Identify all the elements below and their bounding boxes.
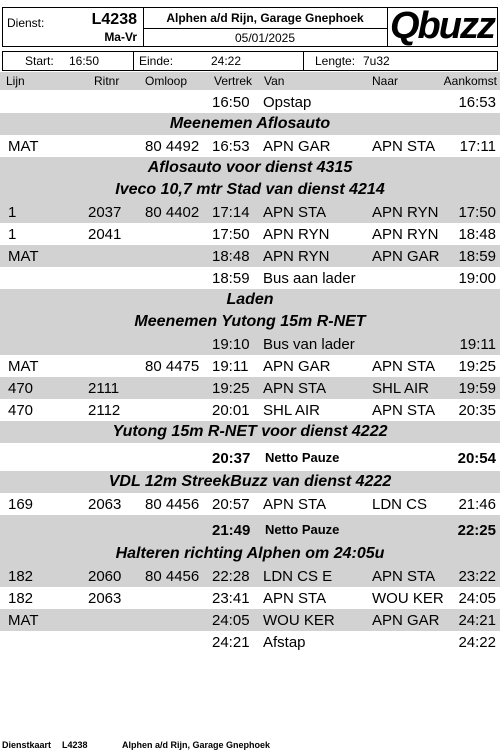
pause-row — [0, 515, 500, 543]
footer-label: Dienstkaart — [2, 740, 52, 750]
cell-van: WOU KER — [263, 612, 335, 629]
footer — [0, 740, 500, 754]
cell-ritnr: 2060 — [88, 568, 122, 585]
cell-aankomst: 19:25 — [458, 358, 496, 375]
table-row — [0, 223, 500, 245]
cell-ritnr: 2041 — [88, 226, 122, 243]
cell-lijn: MAT — [8, 248, 39, 265]
col-naar: Naar — [372, 74, 399, 88]
pause-start: 21:49 — [212, 522, 251, 539]
table-row — [0, 631, 500, 653]
header-block — [2, 7, 498, 47]
start-value: 16:50 — [69, 54, 100, 68]
start-cell — [3, 52, 134, 70]
footer-dienst-number: L4238 — [62, 740, 88, 750]
cell-vertrek: 17:50 — [212, 226, 250, 243]
cell-lijn: 470 — [8, 402, 34, 419]
cell-lijn: MAT — [8, 612, 39, 629]
cell-lijn: 470 — [8, 380, 34, 397]
cell-vertrek: 16:50 — [212, 94, 250, 111]
end-label: Einde: — [139, 54, 174, 68]
cell-ritnr: 2037 — [88, 204, 122, 221]
cell-naar: APN STA — [372, 568, 436, 585]
header-divider — [143, 28, 387, 29]
cell-van: Afstap — [263, 634, 306, 651]
table-row — [0, 377, 500, 399]
cell-vertrek: 20:57 — [212, 496, 250, 513]
cell-van: APN GAR — [263, 358, 331, 375]
section-header — [0, 289, 500, 311]
length-value: 7u32 — [363, 54, 390, 68]
cell-vertrek: 24:05 — [212, 612, 250, 629]
pause-end: 20:54 — [457, 450, 496, 467]
date: 05/01/2025 — [234, 31, 296, 45]
cell-van: LDN CS E — [263, 568, 333, 585]
cell-aankomst: 24:22 — [458, 634, 496, 651]
section-header — [0, 421, 500, 443]
col-ritnr: Ritnr — [94, 74, 120, 88]
qbuzz-logo: Qbuzz — [390, 5, 494, 47]
section-header — [0, 311, 500, 333]
col-aankomst: Aankomst — [443, 74, 497, 88]
cell-lijn: 182 — [8, 568, 34, 585]
section-title: Halteren richting Alphen om 24:05u — [115, 545, 385, 562]
section-header — [0, 543, 500, 565]
cell-naar: WOU KER — [372, 590, 444, 607]
cell-lijn: 169 — [8, 496, 34, 513]
cell-vertrek: 24:21 — [212, 634, 250, 651]
section-header — [0, 157, 500, 179]
cell-van: APN RYN — [263, 248, 330, 265]
table-row — [0, 609, 500, 631]
logo-cell — [387, 5, 497, 47]
table-row — [0, 245, 500, 267]
cell-van: APN RYN — [263, 226, 330, 243]
start-label: Start: — [25, 54, 54, 68]
cell-lijn: 1 — [8, 226, 17, 243]
cell-ritnr: 2111 — [88, 380, 120, 397]
cell-naar: APN GAR — [372, 612, 440, 629]
section-title: Meenemen Aflosauto — [169, 115, 331, 132]
cell-naar: APN STA — [372, 402, 436, 419]
cell-aankomst: 23:22 — [458, 568, 496, 585]
end-cell — [133, 52, 304, 70]
dienst-cell — [3, 8, 144, 46]
cell-omloop: 80 4402 — [145, 204, 200, 221]
col-omloop: Omloop — [145, 74, 188, 88]
cell-vertrek: 18:59 — [212, 270, 250, 287]
cell-ritnr: 2112 — [88, 402, 121, 419]
cell-omloop: 80 4456 — [145, 496, 200, 513]
cell-aankomst: 18:48 — [458, 226, 496, 243]
cell-aankomst: 19:11 — [459, 336, 496, 353]
cell-naar: APN STA — [372, 138, 436, 155]
section-title: Iveco 10,7 mtr Stad van dienst 4214 — [115, 181, 385, 198]
cell-vertrek: 19:10 — [212, 336, 250, 353]
pause-end: 22:25 — [457, 522, 496, 539]
section-title: Yutong 15m R-NET voor dienst 4222 — [112, 423, 388, 440]
cell-vertrek: 19:11 — [212, 358, 249, 375]
dienst-number: L4238 — [91, 11, 137, 28]
cell-naar: APN RYN — [372, 204, 439, 221]
cell-ritnr: 2063 — [88, 590, 122, 607]
section-title: VDL 12m StreekBuzz van dienst 4222 — [108, 473, 392, 490]
cell-vertrek: 17:14 — [212, 204, 250, 221]
location-date-cell — [143, 8, 388, 46]
length-label: Lengte: — [315, 54, 356, 68]
dienst-days: Ma-Vr — [104, 30, 137, 44]
cell-naar: SHL AIR — [372, 380, 429, 397]
cell-omloop: 80 4492 — [145, 138, 200, 155]
cell-aankomst: 20:35 — [458, 402, 496, 419]
cell-aankomst: 21:46 — [458, 496, 496, 513]
cell-van: APN STA — [263, 590, 327, 607]
cell-aankomst: 18:59 — [458, 248, 496, 265]
section-header — [0, 179, 500, 201]
cell-aankomst: 19:59 — [458, 380, 496, 397]
table-row — [0, 201, 500, 223]
location: Alphen a/d Rijn, Garage Gnephoek — [166, 11, 364, 25]
table-row — [0, 399, 500, 421]
column-headers — [0, 72, 500, 90]
cell-van: Bus van lader — [263, 336, 355, 353]
cell-aankomst: 17:50 — [458, 204, 496, 221]
table-row — [0, 355, 500, 377]
dienst-label: Dienst: — [7, 16, 45, 30]
cell-naar: APN GAR — [372, 248, 440, 265]
section-header — [0, 113, 500, 135]
schedule-rows — [0, 91, 500, 653]
cell-naar: APN RYN — [372, 226, 439, 243]
table-row — [0, 565, 500, 587]
cell-vertrek: 20:01 — [212, 402, 250, 419]
info-row — [2, 51, 498, 71]
cell-van: APN STA — [263, 496, 327, 513]
cell-aankomst: 24:21 — [458, 612, 496, 629]
cell-vertrek: 18:48 — [212, 248, 250, 265]
section-title: Laden — [226, 291, 274, 308]
table-row — [0, 493, 500, 515]
cell-ritnr: 2063 — [88, 496, 122, 513]
cell-omloop: 80 4456 — [145, 568, 200, 585]
footer-location: Alphen a/d Rijn, Garage Gnephoek — [122, 740, 271, 750]
table-row — [0, 91, 500, 113]
pause-start: 20:37 — [212, 450, 251, 467]
cell-aankomst: 24:05 — [458, 590, 496, 607]
cell-naar: APN STA — [372, 358, 436, 375]
cell-van: APN STA — [263, 204, 327, 221]
cell-lijn: 182 — [8, 590, 34, 607]
length-cell — [303, 52, 497, 70]
section-title: Meenemen Yutong 15m R-NET — [134, 313, 366, 330]
table-row — [0, 267, 500, 289]
cell-vertrek: 19:25 — [212, 380, 250, 397]
cell-naar: LDN CS — [372, 496, 428, 513]
cell-vertrek: 22:28 — [212, 568, 250, 585]
cell-vertrek: 16:53 — [212, 138, 250, 155]
table-row — [0, 135, 500, 157]
col-lijn: Lijn — [6, 74, 25, 88]
pause-label: Netto Pauze — [265, 522, 340, 537]
cell-lijn: MAT — [8, 358, 39, 375]
cell-lijn: MAT — [8, 138, 39, 155]
table-row — [0, 587, 500, 609]
cell-aankomst: 19:00 — [458, 270, 496, 287]
section-header — [0, 471, 500, 493]
cell-van: APN GAR — [263, 138, 331, 155]
col-vertrek: Vertrek — [214, 74, 253, 88]
cell-van: Bus aan lader — [263, 270, 356, 287]
cell-vertrek: 23:41 — [212, 590, 250, 607]
cell-van: SHL AIR — [263, 402, 320, 419]
section-title: Aflosauto voor dienst 4315 — [147, 159, 353, 176]
cell-omloop: 80 4475 — [145, 358, 200, 375]
cell-van: Opstap — [263, 94, 312, 111]
end-value: 24:22 — [211, 54, 242, 68]
pause-row — [0, 443, 500, 471]
table-row — [0, 333, 500, 355]
cell-aankomst: 16:53 — [458, 94, 496, 111]
cell-van: APN STA — [263, 380, 327, 397]
pause-label: Netto Pauze — [265, 450, 340, 465]
cell-aankomst: 17:11 — [459, 138, 496, 155]
cell-lijn: 1 — [8, 204, 17, 221]
col-van: Van — [264, 74, 285, 88]
